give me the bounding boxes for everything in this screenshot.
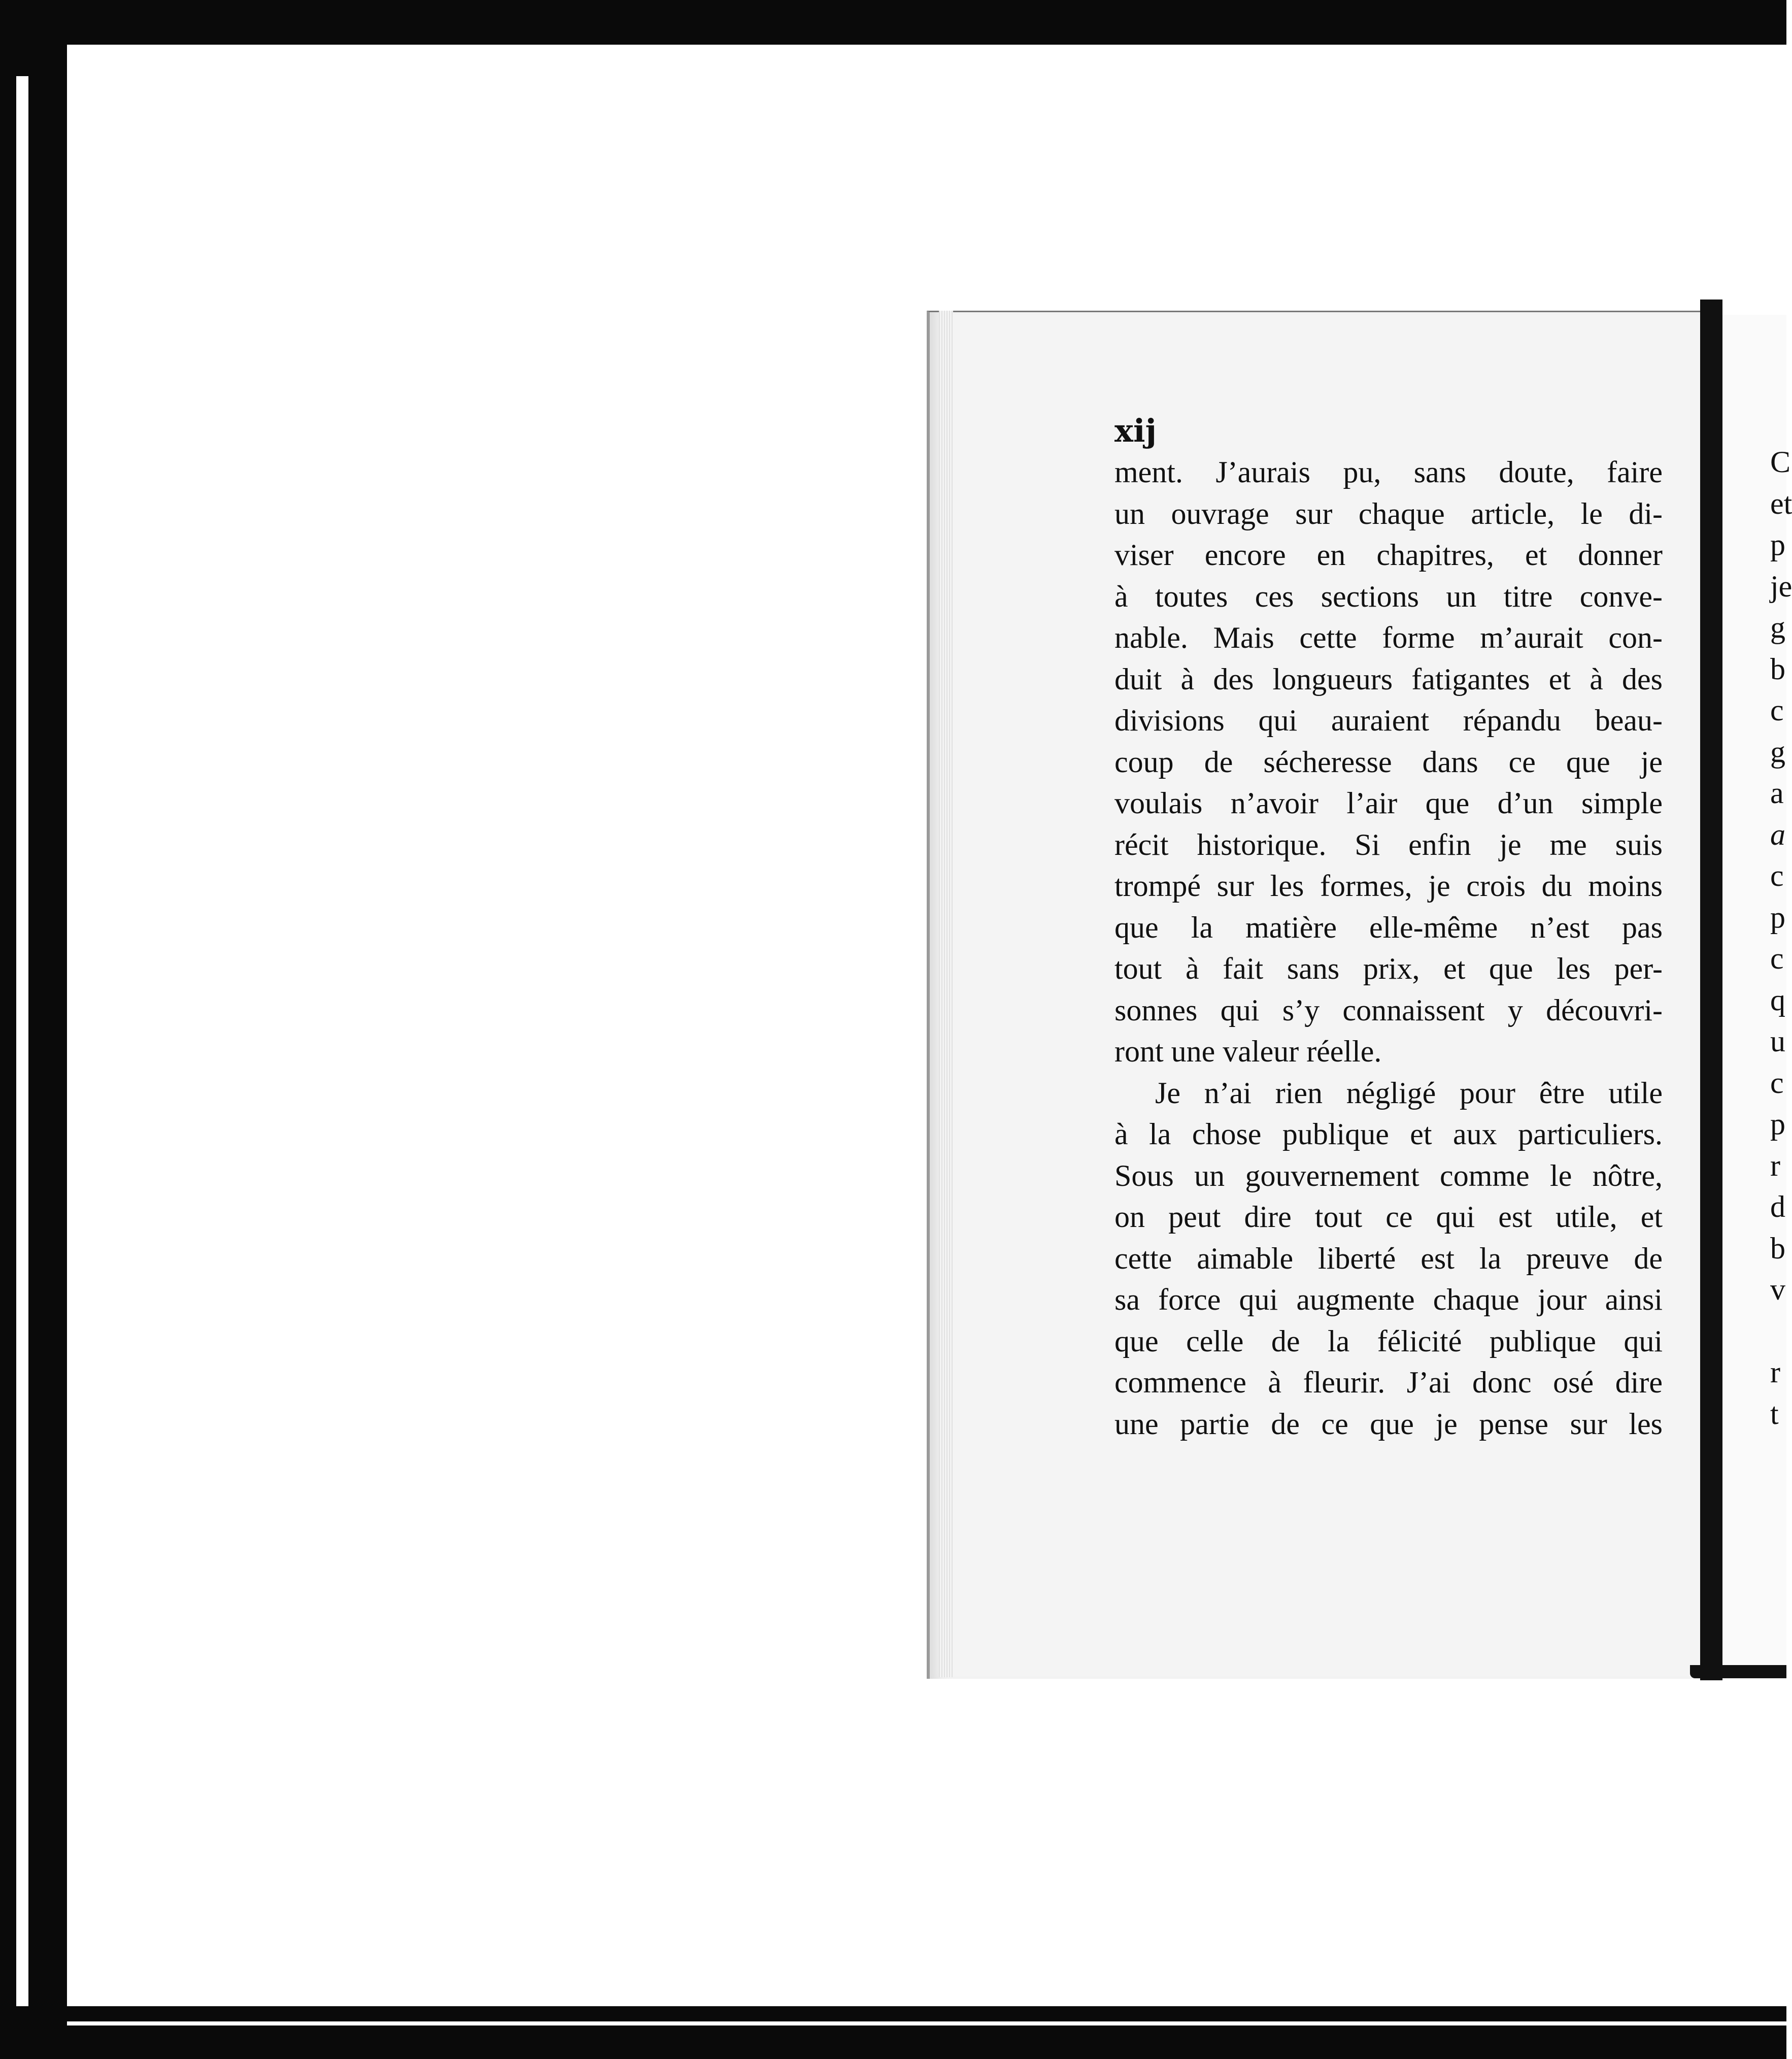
page-gutter-shading (939, 311, 953, 1677)
facing-fragment: p (1770, 900, 1785, 934)
text-line: une partie de ce que je pense sur les (1114, 1407, 1663, 1441)
facing-fragment: q (1770, 983, 1785, 1017)
facing-fragment: p (1770, 528, 1785, 561)
text-line: commence à fleurir. J’ai donc osé dire (1114, 1366, 1663, 1399)
facing-fragment: d (1770, 1190, 1785, 1223)
facing-page-text (1770, 442, 1790, 1435)
text-line: divisions qui auraient répandu beau- (1114, 704, 1663, 737)
text-line: un ouvrage sur chaque article, le di- (1114, 496, 1663, 530)
text-line: cette aimable liberté est la preuve de (1114, 1241, 1663, 1275)
scan-frame-left-gap (16, 76, 28, 2041)
facing-fragment: a (1770, 776, 1784, 810)
book-spine-foot (1690, 1665, 1786, 1678)
scan-frame-top (0, 0, 1786, 45)
facing-fragment: je (1770, 569, 1792, 603)
text-line: à toutes ces sections un titre conve- (1114, 579, 1663, 613)
facing-fragment: b (1770, 1231, 1785, 1265)
facing-fragment (1770, 1311, 1790, 1352)
text-line: que celle de la félicité publique qui (1114, 1324, 1663, 1358)
text-line: viser encore en chapitres, et donner (1114, 538, 1663, 572)
facing-fragment: C (1770, 445, 1791, 479)
facing-fragment: r (1770, 1355, 1780, 1389)
text-line: ront une valeur réelle. (1114, 1035, 1382, 1068)
text-line: nable. Mais cette forme m’aurait con- (1114, 621, 1663, 654)
facing-fragment: b (1770, 652, 1785, 686)
text-line: que la matière elle-même n’est pas (1114, 910, 1663, 944)
page-number: xij (1114, 412, 1157, 449)
facing-fragment: c (1770, 942, 1784, 975)
facing-fragment: u (1770, 1024, 1785, 1058)
facing-fragment: a (1770, 817, 1785, 851)
text-line: ment. J’aurais pu, sans doute, faire (1114, 455, 1663, 489)
text-line: sonnes qui s’y connaissent y découvri- (1114, 993, 1663, 1027)
text-line: à la chose publique et aux particuliers. (1114, 1117, 1663, 1151)
text-line: tout à fait sans prix, et que les per- (1114, 952, 1663, 985)
facing-fragment: et (1770, 486, 1792, 520)
book-spine (1700, 300, 1722, 1680)
text-line: coup de sécheresse dans ce que je (1114, 745, 1663, 779)
scan-frame-bottom-gap (67, 2021, 1786, 2025)
scan-frame-bottom (0, 2006, 1786, 2059)
facing-fragment: c (1770, 1066, 1784, 1100)
facing-fragment: r (1770, 1148, 1780, 1182)
text-line: sa force qui augmente chaque jour ainsi (1114, 1283, 1663, 1316)
facing-fragment: c (1770, 693, 1784, 727)
text-line: récit historique. Si enfin je me suis (1114, 827, 1663, 861)
facing-fragment: p (1770, 1107, 1785, 1141)
text-line: on peut dire tout ce qui est utile, et (1114, 1200, 1663, 1234)
facing-fragment: g (1770, 611, 1785, 644)
facing-fragment: c (1770, 859, 1784, 892)
scan-frame-left (0, 0, 67, 2059)
text-line: duit à des longueurs fatigantes et à des (1114, 662, 1663, 696)
facing-fragment: v (1770, 1273, 1785, 1306)
text-line: Je n’ai rien négligé pour être utile (1155, 1076, 1663, 1110)
facing-fragment: g (1770, 735, 1785, 769)
text-line: trompé sur les formes, je crois du moins (1114, 869, 1663, 903)
text-line: voulais n’avoir l’air que d’un simple (1114, 786, 1663, 820)
facing-fragment: t (1770, 1397, 1779, 1431)
body-text (1114, 452, 1663, 1445)
text-line: Sous un gouvernement comme le nôtre, (1114, 1158, 1663, 1192)
